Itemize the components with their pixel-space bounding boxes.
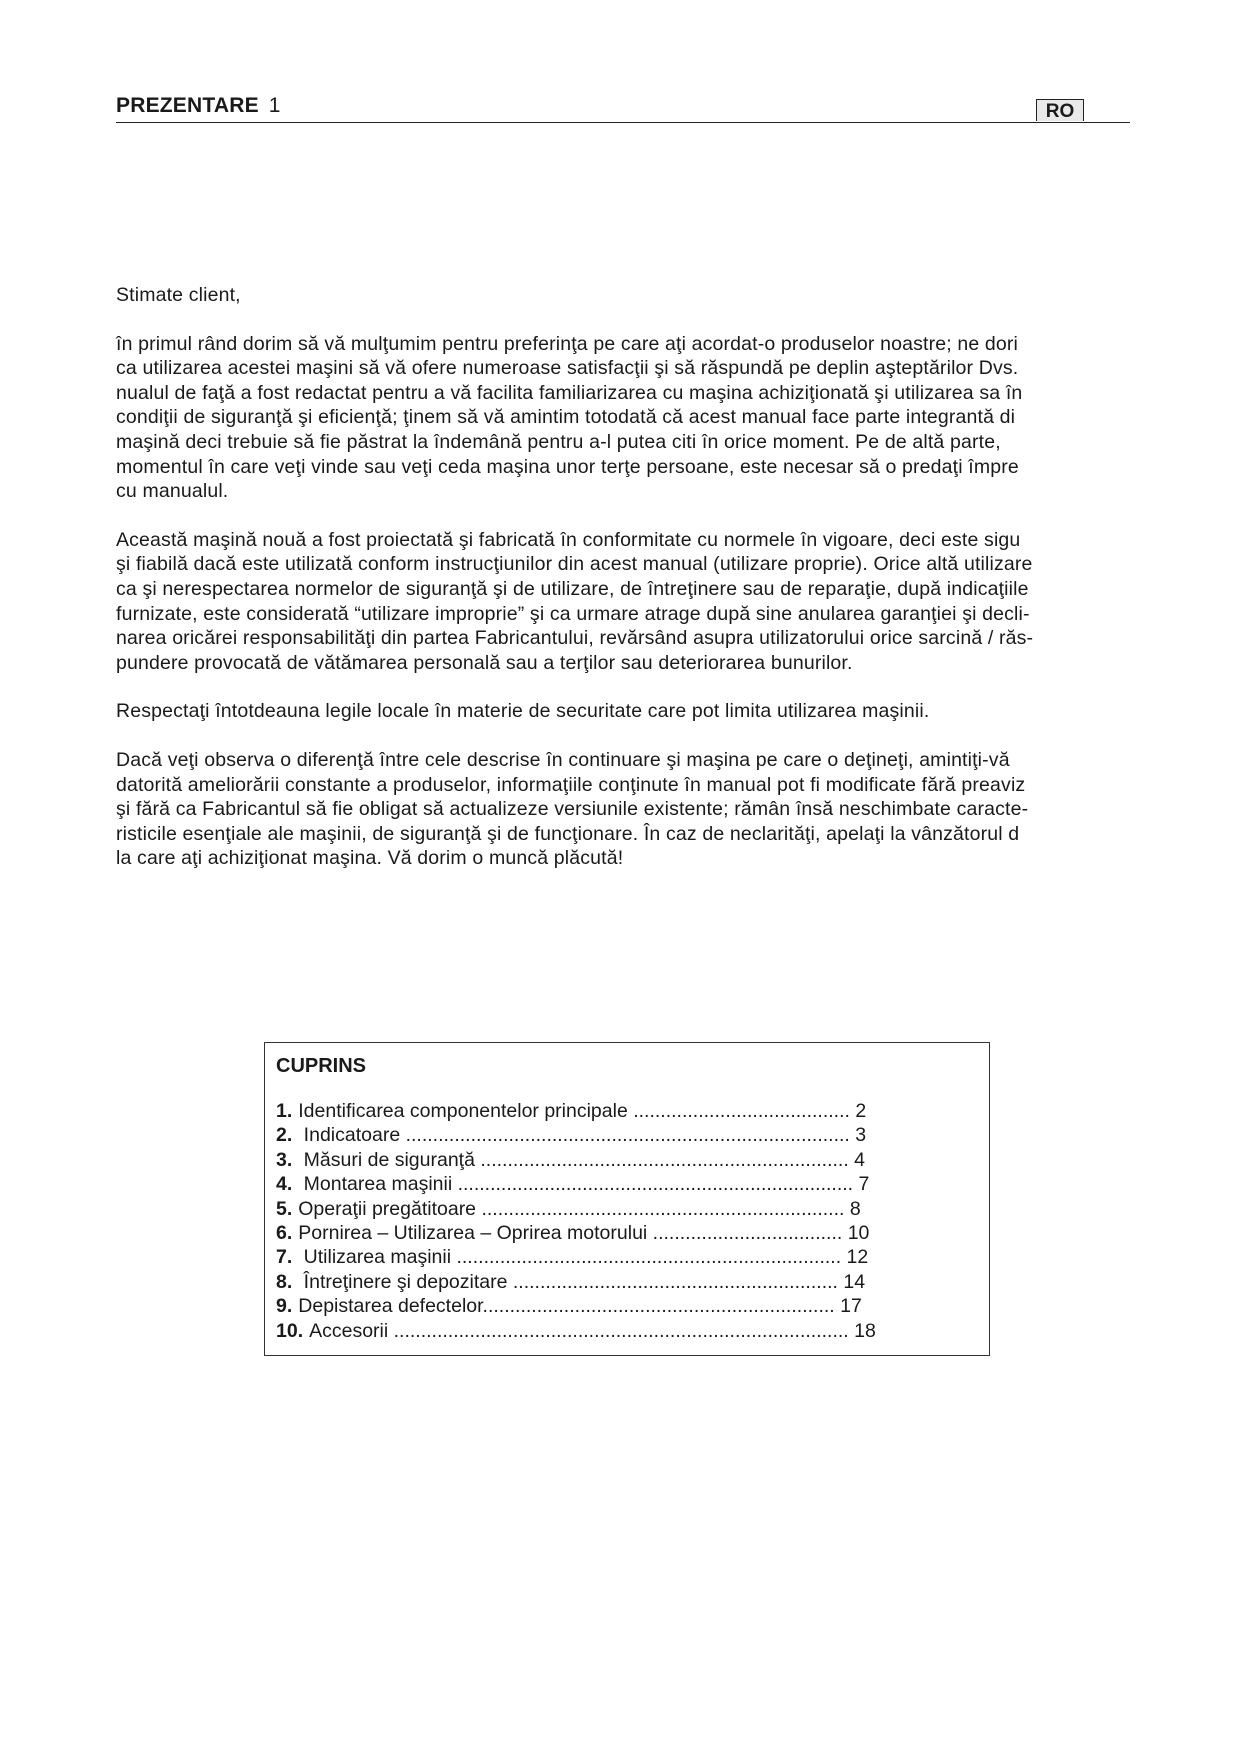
section-title — [116, 94, 281, 118]
toc-item — [276, 1294, 989, 1318]
header-title-text: PREZENTARE — [116, 94, 259, 117]
toc-item-label: Utilizarea maşinii ....................................................................... 12 — [298, 1246, 869, 1269]
toc-item — [276, 1197, 989, 1221]
paragraph-laws: Respectaţi întotdeauna legile locale în materie de securitate care pot limita utilizarea maşinii. — [116, 700, 930, 723]
paragraph-differences: Dacă veţi observa o diferenţă între cele descrise în continuare şi maşina pe care o deţineţi, amintiţi-vă datorită ameliorării constante a produselor, informaţiile conţinute în manual pot fi modificate fără preaviz şi fără ca Fabricantul să fie obligat să actualizeze versiunile existente; rămân însă neschimbate caracte- risticile esenţiale ale maşinii, de siguranţă şi de funcţionare. În caz de neclarităţi, apelaţi la vânzătorul d la care aţi achiziţionat maşina. Vă dorim o muncă plăcută! — [116, 748, 1029, 870]
toc-item — [276, 1221, 989, 1245]
toc-title: CUPRINS — [276, 1055, 367, 1077]
toc-item — [276, 1148, 989, 1172]
toc-item-number: 7. — [276, 1246, 293, 1269]
toc-item — [276, 1123, 989, 1147]
toc-item-label: Depistarea defectelor................................................................. 17 — [298, 1295, 862, 1318]
greeting: Stimate client, — [116, 284, 241, 306]
toc-item-number: 2. — [276, 1124, 293, 1147]
toc-item-number: 4. — [276, 1173, 293, 1196]
toc-item — [276, 1172, 989, 1196]
toc-item-number: 1. — [276, 1100, 293, 1122]
toc-item-label: Măsuri de siguranţă .................................................................... 4 — [298, 1148, 866, 1171]
toc-item-number: 8. — [276, 1270, 293, 1293]
page-header — [116, 94, 1130, 123]
toc-item-label: Montarea maşinii ......................................................................... 7 — [298, 1173, 870, 1196]
toc-item-label: Indicatoare .................................................................................. 3 — [298, 1124, 867, 1147]
paragraph-safety: Această maşină nouă a fost proiectată şi fabricată în conformitate cu normele în vigoare, deci este sigu şi fiabilă dacă este utilizată conform instrucţiunilor din acest manual (utilizare proprie). Orice altă utilizare ca şi nerespectarea normelor de siguranţă şi de utilizare, de întreţinere sau de reparaţie, după indicaţiile furnizate, este considerată “utilizare improprie” şi ca urmare atrage după sine anularea garanţiei şi decli- narea oricărei responsabilităţi din partea Fabricantului, revărsând asupra utilizatorului orice sarcină / răs- pundere provocată de vătămarea personală sau a terţilor sau deteriorarea bunurilor. — [116, 528, 1034, 674]
toc-item-number: 5. — [276, 1197, 293, 1220]
toc-item — [276, 1319, 989, 1343]
paragraph-thanks: în primul rând dorim să vă mulţumim pentru preferinţa pe care aţi acordat-o produselor noastre; ne dori ca utilizarea acestei maşini să vă ofere numeroase satisfacţii şi să răspundă pe deplin aşteptărilor Dvs. nualul de faţă a fost redactat pentru a vă facilita familiarizarea cu maşina achiziţionată şi utilizarea sa în condiţii de siguranţă şi eficienţă; ţinem să vă amintim totodată că acest manual face parte integrantă di maşină deci trebuie să fie păstrat la îndemână pentru a-l putea citi în orice moment. Pe de altă parte, momentul în care veţi vinde sau veţi ceda maşina unor terţe persoane, este necesar să o predaţi împre cu manualul. — [116, 332, 1023, 503]
toc-item-number: 6. — [276, 1222, 293, 1245]
toc-item-number: 9. — [276, 1295, 293, 1318]
toc-item — [276, 1245, 989, 1269]
toc-item-label: Întreţinere şi depozitare ............................................................ 14 — [298, 1270, 866, 1293]
language-badge: RO — [1036, 99, 1084, 121]
toc-item-label: Pornirea – Utilizarea – Oprirea motorului ................................... 10 — [298, 1222, 870, 1245]
toc-item-label: Accesorii .................................................................................... 18 — [309, 1319, 876, 1342]
toc-item-number: 3. — [276, 1148, 293, 1171]
intro-text — [116, 283, 1210, 895]
header-page-number: 1 — [268, 94, 281, 117]
table-of-contents — [264, 1042, 990, 1356]
toc-item-label: Operaţii pregătitoare ................................................................... 8 — [298, 1197, 861, 1220]
toc-item-number: 10. — [276, 1319, 304, 1342]
toc-item — [276, 1270, 989, 1294]
toc-item — [276, 1099, 989, 1123]
toc-item-label: Identificarea componentelor principale ........................................ 2 — [298, 1100, 867, 1122]
